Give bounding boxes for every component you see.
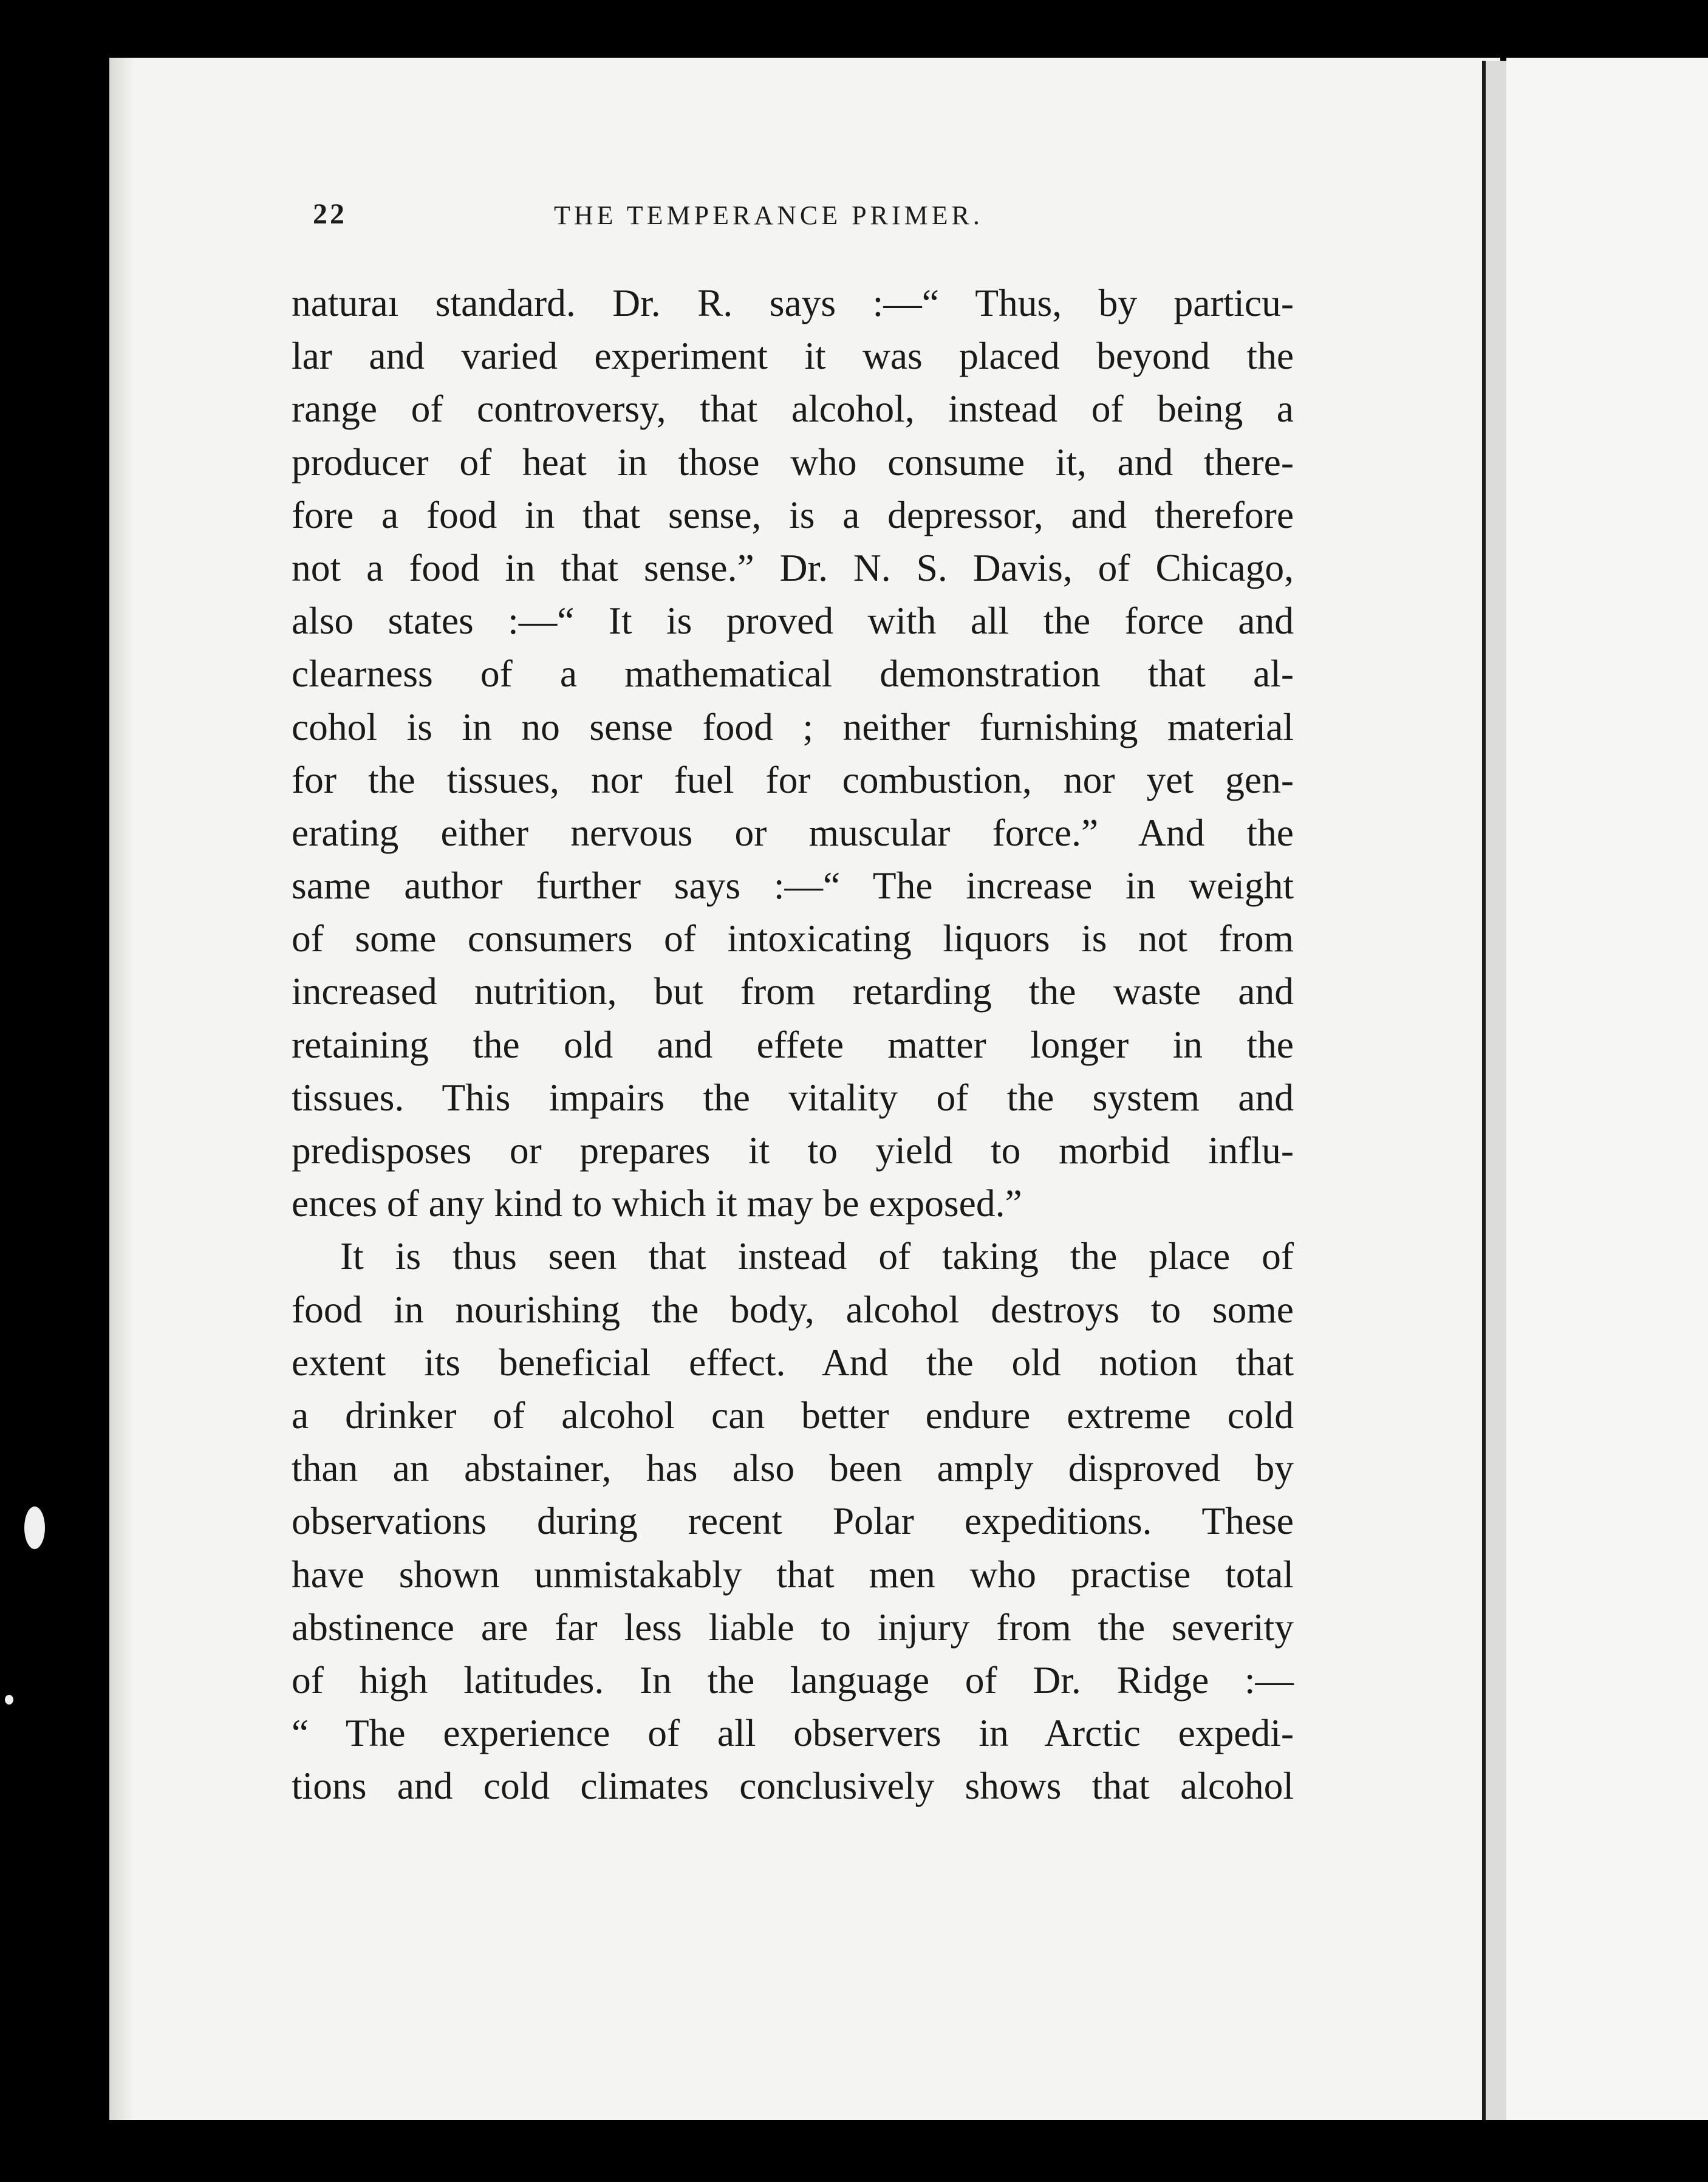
text-line: naturaı standard. Dr. R. says :—“ Thus, by particu- — [292, 281, 1294, 324]
text-line: cohol is in no sense food ; neither furnishing material — [292, 705, 1294, 748]
text-line: observations during recent Polar expeditions. These — [292, 1499, 1294, 1543]
page-number: 22 — [313, 198, 347, 230]
text-line: retaining the old and effete matter longer in the — [292, 1022, 1294, 1066]
running-head: THE TEMPERANCE PRIMER. — [554, 200, 983, 230]
text-line: same author further says :—“ The increase in weight — [292, 864, 1294, 908]
text-line: producer of heat in those who consume it, and there- — [292, 440, 1294, 484]
text-line: tions and cold climates conclusively shows that alcohol — [292, 1764, 1294, 1808]
page-fold-edge — [1482, 61, 1506, 2120]
text-line: of high latitudes. In the language of Dr. Ridge :— — [292, 1658, 1294, 1701]
text-line: lar and varied experiment it was placed beyond the — [292, 334, 1294, 378]
right-page-edge — [1506, 58, 1708, 2120]
text-line: range of controversy, that alcohol, instead of being a — [292, 387, 1294, 431]
text-line: food in nourishing the body, alcohol destroys to some — [292, 1287, 1294, 1331]
page-gutter-shadow — [109, 58, 134, 2120]
scan-speck — [5, 1695, 13, 1705]
text-line: It is thus seen that instead of taking the place of — [340, 1234, 1294, 1278]
text-line: than an abstainer, has also been amply disproved by — [292, 1446, 1294, 1490]
text-line: fore a food in that sense, is a depressor, and therefore — [292, 493, 1294, 536]
text-line: tissues. This impairs the vitality of the system and — [292, 1075, 1294, 1119]
text-line: increased nutrition, but from retarding the waste and — [292, 970, 1294, 1013]
text-line: for the tissues, nor fuel for combustion, nor yet gen- — [292, 758, 1294, 801]
text-line: “ The experience of all observers in Arctic expedi- — [292, 1711, 1294, 1755]
text-line: have shown unmistakably that men who practise total — [292, 1552, 1294, 1596]
text-line: predisposes or prepares it to yield to morbid influ- — [292, 1129, 1294, 1172]
text-line: extent its beneficial effect. And the old notion that — [292, 1340, 1294, 1384]
text-line: ences of any kind to which it may be exposed.” — [292, 1182, 1022, 1225]
text-line: erating either nervous or muscular force.” And the — [292, 810, 1294, 854]
text-line: not a food in that sense.” Dr. N. S. Davis, of Chicago, — [292, 546, 1294, 589]
page-header — [313, 197, 1467, 240]
body-text — [292, 276, 1294, 1812]
text-line: abstinence are far less liable to injury from the severity — [292, 1605, 1294, 1649]
text-line: a drinker of alcohol can better endure extreme cold — [292, 1393, 1294, 1437]
text-line: also states :—“ It is proved with all the force and — [292, 599, 1294, 643]
text-line: clearness of a mathematical demonstration that al- — [292, 652, 1294, 696]
scan-speck — [24, 1507, 45, 1549]
text-line: of some consumers of intoxicating liquors is not from — [292, 917, 1294, 960]
